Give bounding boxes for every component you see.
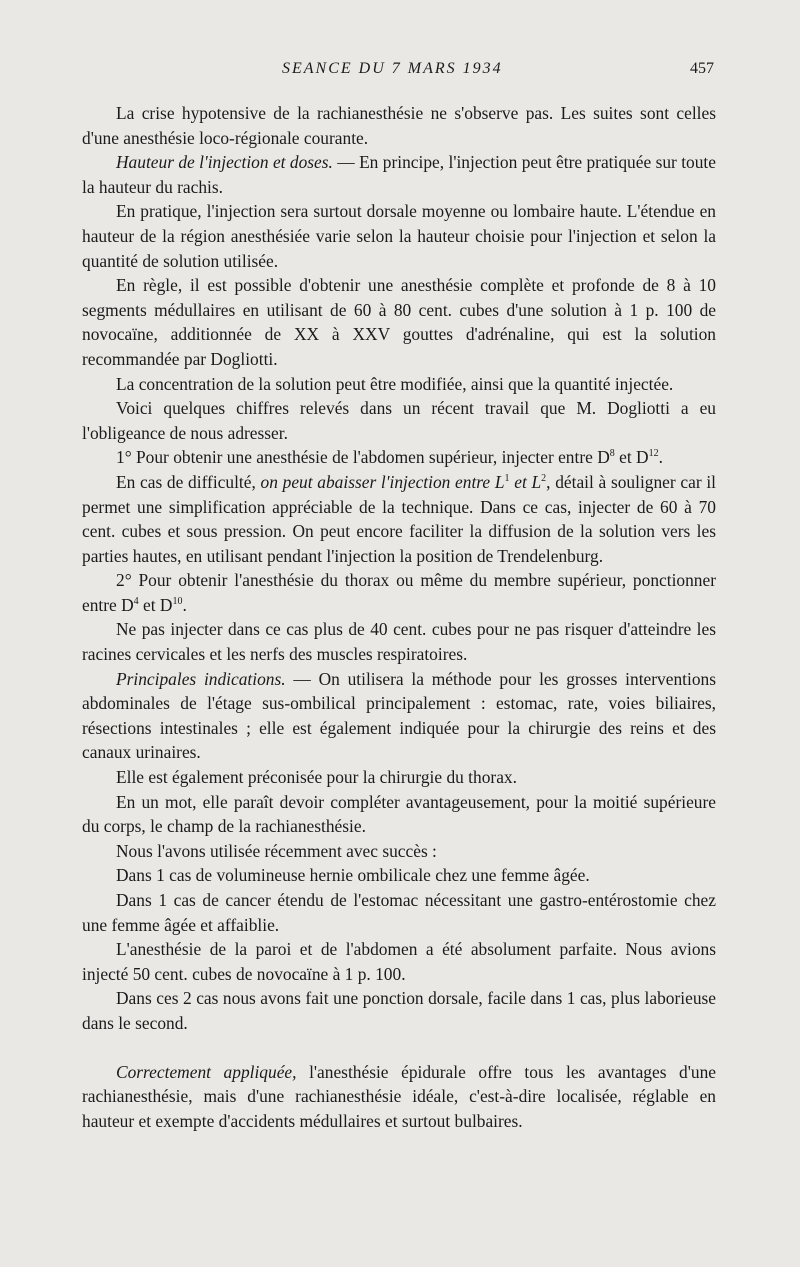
paragraph: 1° Pour obtenir une anesthésie de l'abdomen supérieur, injecter entre $D^8$ et $D^{12}$. (116, 447, 663, 468)
paragraph: Ne pas injecter dans ce cas plus de 40 cent. cubes pour ne pas risquer d'atteindre les racines cervicales et les nerfs des muscles respiratoires. (82, 619, 716, 665)
paragraph: Principales indications. — On utilisera la méthode pour les grosses interventions abdominales de l'étage sus-ombilical principalement : estomac, rate, voies biliaires, résections intestinales ; elle est également indiquée pour la chirurgie des reins et des canaux urinaires. (82, 668, 716, 763)
paragraph: Elle est également préconisée pour la chirurgie du thorax. (116, 767, 517, 788)
running-header (82, 60, 714, 84)
paragraph: Dans 1 cas de volumineuse hernie ombilicale chez une femme âgée. (116, 865, 590, 886)
paragraph: Hauteur de l'injection et doses. — En principe, l'injection peut être pratiquée sur toute la hauteur du rachis. (82, 152, 716, 197)
paragraph: Voici quelques chiffres relevés dans un récent travail que M. Dogliotti a eu l'obligeance de nous adresser. (82, 398, 716, 443)
paragraph: En cas de difficulté, on peut abaisser l'injection entre $L^1$ et $L^2$, détail à souligner car il permet une simplification appréciable de la technique. Dans ce cas, injecter de 60 à 70 cent. cubes et sous pression. On peut encore faciliter la diffusion de la solution vers les parties hautes, en utilisant pendant l'injection la position de Trendelenburg. (82, 471, 716, 566)
header-title: SEANCE DU 7 MARS 1934 (282, 60, 503, 77)
paragraph: Dans 1 cas de cancer étendu de l'estomac nécessitant une gastro-entérostomie chez une femme âgée et affaiblie. (82, 890, 716, 935)
section-heading: Principales indications. (116, 668, 286, 689)
body-text (82, 101, 716, 1133)
page-number: 457 (690, 60, 714, 77)
paragraph: La crise hypotensive de la rachianesthésie ne s'observe pas. Les suites sont celles d'une anesthésie loco-régionale courante. (82, 103, 716, 148)
paragraph: En règle, il est possible d'obtenir une anesthésie complète et profonde de 8 à 10 segments médullaires en utilisant de 60 à 80 cent. cubes d'une solution à 1 p. 100 de novocaïne, additionnée de XX à XXV gouttes d'adrénaline, qui est la solution recommandée par Dogliotti. (82, 275, 716, 369)
section-heading: Hauteur de l'injection et doses. (116, 152, 333, 173)
paragraph: La concentration de la solution peut être modifiée, ainsi que la quantité injectée. (116, 373, 674, 394)
paragraph: Correctement appliquée, l'anesthésie épidurale offre tous les avantages d'une rachianesthésie, mais d'une rachianesthésie idéale, c'est-à-dire localisée, réglable en hauteur et exempte d'accidents médullaires et surtout bulbaires. (82, 1061, 716, 1131)
paragraph: L'anesthésie de la paroi et de l'abdomen a été absolument parfaite. Nous avions injecté 50 cent. cubes de novocaïne à 1 p. 100. (82, 939, 716, 984)
paragraph: Nous l'avons utilisée récemment avec succès : (116, 840, 437, 861)
section-heading: Correctement appliquée, (116, 1061, 297, 1082)
paragraph: En un mot, elle paraît devoir compléter avantageusement, pour la moitié supérieure du corps, le champ de la rachianesthésie. (82, 791, 716, 837)
paragraph: 2° Pour obtenir l'anesthésie du thorax ou même du membre supérieur, ponctionner entre $D^4$ et $D^{10}$. (82, 570, 716, 615)
paragraph: Dans ces 2 cas nous avons fait une ponction dorsale, facile dans 1 cas, plus laborieuse dans le second. (82, 988, 716, 1033)
paragraph: En pratique, l'injection sera surtout dorsale moyenne ou lombaire haute. L'étendue en hauteur de la région anesthésiée varie selon la hauteur choisie pour l'injection et selon la quantité de solution utilisée. (82, 201, 716, 271)
